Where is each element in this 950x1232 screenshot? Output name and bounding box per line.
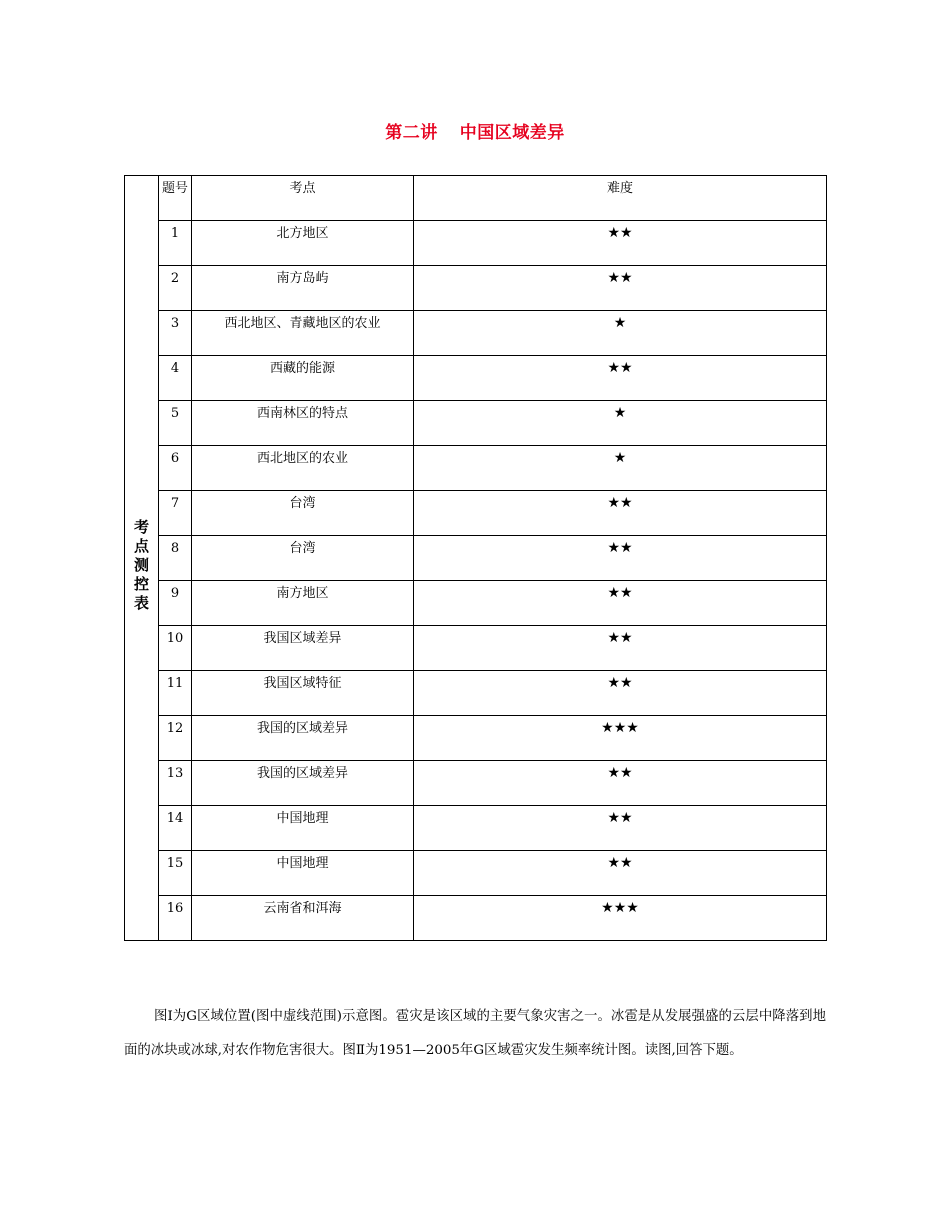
side-label-cell xyxy=(125,176,159,941)
header-difficulty: 难度 xyxy=(606,181,633,196)
row-difficulty: ★ xyxy=(613,405,627,421)
row-topic: 西南林区的特点 xyxy=(256,406,348,421)
row-topic: 我国的区域差异 xyxy=(256,721,348,736)
row-difficulty-cell xyxy=(414,311,827,356)
row-topic-cell xyxy=(192,626,414,671)
title-lecture: 第二讲 xyxy=(385,123,438,143)
table-row xyxy=(125,806,827,851)
table-header-row xyxy=(125,176,827,221)
row-number-cell xyxy=(159,671,192,716)
row-difficulty-cell xyxy=(414,581,827,626)
table-row xyxy=(125,491,827,536)
table-row xyxy=(125,626,827,671)
row-difficulty: ★★ xyxy=(607,495,633,511)
row-topic: 西藏的能源 xyxy=(269,361,335,376)
table-row xyxy=(125,221,827,266)
row-number-cell xyxy=(159,311,192,356)
row-difficulty: ★★ xyxy=(607,585,633,601)
row-number: 13 xyxy=(166,766,184,781)
table-row xyxy=(125,536,827,581)
row-difficulty-cell xyxy=(414,221,827,266)
row-number-cell xyxy=(159,446,192,491)
row-number: 16 xyxy=(166,901,184,916)
row-topic: 中国地理 xyxy=(276,811,329,826)
row-topic: 台湾 xyxy=(289,496,316,511)
row-topic-cell xyxy=(192,806,414,851)
row-topic-cell xyxy=(192,896,414,941)
row-difficulty: ★★ xyxy=(607,225,633,241)
row-difficulty: ★ xyxy=(613,450,627,466)
row-topic-cell xyxy=(192,851,414,896)
row-number-cell xyxy=(159,266,192,311)
row-difficulty: ★★ xyxy=(607,810,633,826)
row-topic: 北方地区 xyxy=(276,226,329,241)
row-topic: 南方地区 xyxy=(276,586,329,601)
row-number-cell xyxy=(159,806,192,851)
row-topic: 我国的区域差异 xyxy=(256,766,348,781)
row-number: 1 xyxy=(170,226,180,241)
table-body xyxy=(125,176,827,941)
table-row xyxy=(125,401,827,446)
row-number-cell xyxy=(159,626,192,671)
row-number-cell xyxy=(159,401,192,446)
row-difficulty: ★★ xyxy=(607,540,633,556)
row-number-cell xyxy=(159,221,192,266)
row-topic: 云南省和洱海 xyxy=(263,901,342,916)
row-number-cell xyxy=(159,896,192,941)
row-number: 9 xyxy=(170,586,180,601)
row-topic-cell xyxy=(192,446,414,491)
row-difficulty: ★★ xyxy=(607,630,633,646)
row-topic: 我国区域差异 xyxy=(263,631,342,646)
table-row xyxy=(125,581,827,626)
question-intro-paragraph: 图Ⅰ为G区域位置(图中虚线范围)示意图。雹灾是该区域的主要气象灾害之一。冰雹是从发展强盛的云层中降落到地面的冰块或冰球,对农作物危害很大。图Ⅱ为1951—2005年G区域雹灾发生频率统计图。读图,回答下题。 xyxy=(124,1009,826,1058)
row-difficulty-cell xyxy=(414,491,827,536)
page-title xyxy=(0,118,950,143)
row-number: 2 xyxy=(170,271,180,286)
row-number: 8 xyxy=(170,541,180,556)
row-topic-cell xyxy=(192,266,414,311)
row-number-cell xyxy=(159,581,192,626)
header-topic: 考点 xyxy=(289,181,316,196)
row-difficulty: ★★ xyxy=(607,675,633,691)
exam-point-table xyxy=(124,175,827,941)
row-difficulty-cell xyxy=(414,716,827,761)
row-number: 14 xyxy=(166,811,184,826)
row-topic: 南方岛屿 xyxy=(276,271,329,286)
table-row xyxy=(125,671,827,716)
row-number-cell xyxy=(159,491,192,536)
row-topic-cell xyxy=(192,761,414,806)
row-topic: 西北地区的农业 xyxy=(256,451,348,466)
row-difficulty: ★★ xyxy=(607,855,633,871)
row-topic: 西北地区、青藏地区的农业 xyxy=(224,316,381,331)
row-topic: 中国地理 xyxy=(276,856,329,871)
row-number: 12 xyxy=(166,721,184,736)
row-number-cell xyxy=(159,536,192,581)
row-difficulty-cell xyxy=(414,761,827,806)
row-number-cell xyxy=(159,716,192,761)
header-difficulty-cell xyxy=(414,176,827,221)
row-difficulty-cell xyxy=(414,446,827,491)
table-row xyxy=(125,311,827,356)
row-difficulty: ★★★ xyxy=(601,720,639,736)
row-topic: 我国区域特征 xyxy=(263,676,342,691)
row-number: 4 xyxy=(170,361,180,376)
table-row xyxy=(125,896,827,941)
row-number-cell xyxy=(159,356,192,401)
row-topic-cell xyxy=(192,536,414,581)
header-number-cell xyxy=(159,176,192,221)
header-number: 题号 xyxy=(161,181,188,196)
row-difficulty: ★★ xyxy=(607,360,633,376)
row-topic-cell xyxy=(192,356,414,401)
row-number: 11 xyxy=(166,676,184,691)
table-row xyxy=(125,266,827,311)
row-difficulty-cell xyxy=(414,266,827,311)
row-number: 7 xyxy=(170,496,180,511)
row-number: 6 xyxy=(170,451,180,466)
row-difficulty-cell xyxy=(414,671,827,716)
row-number: 10 xyxy=(166,631,184,646)
row-topic-cell xyxy=(192,491,414,536)
row-difficulty-cell xyxy=(414,806,827,851)
row-difficulty-cell xyxy=(414,626,827,671)
row-difficulty-cell xyxy=(414,896,827,941)
row-number-cell xyxy=(159,761,192,806)
row-topic-cell xyxy=(192,716,414,761)
title-topic: 中国区域差异 xyxy=(459,123,565,143)
table-row xyxy=(125,851,827,896)
row-topic-cell xyxy=(192,671,414,716)
row-topic-cell xyxy=(192,221,414,266)
table-row xyxy=(125,761,827,806)
row-difficulty-cell xyxy=(414,536,827,581)
row-topic: 台湾 xyxy=(289,541,316,556)
row-difficulty-cell xyxy=(414,851,827,896)
side-label: 考点测控表 xyxy=(133,517,149,612)
row-difficulty: ★★★ xyxy=(601,900,639,916)
table-row xyxy=(125,446,827,491)
row-number: 15 xyxy=(166,856,184,871)
row-topic-cell xyxy=(192,401,414,446)
row-number: 3 xyxy=(170,316,180,331)
row-difficulty: ★★ xyxy=(607,270,633,286)
table-row xyxy=(125,356,827,401)
row-difficulty-cell xyxy=(414,401,827,446)
row-difficulty: ★★ xyxy=(607,765,633,781)
row-number-cell xyxy=(159,851,192,896)
row-number: 5 xyxy=(170,406,180,421)
header-topic-cell xyxy=(192,176,414,221)
row-topic-cell xyxy=(192,581,414,626)
row-difficulty: ★ xyxy=(613,315,627,331)
row-topic-cell xyxy=(192,311,414,356)
table-row xyxy=(125,716,827,761)
row-difficulty-cell xyxy=(414,356,827,401)
